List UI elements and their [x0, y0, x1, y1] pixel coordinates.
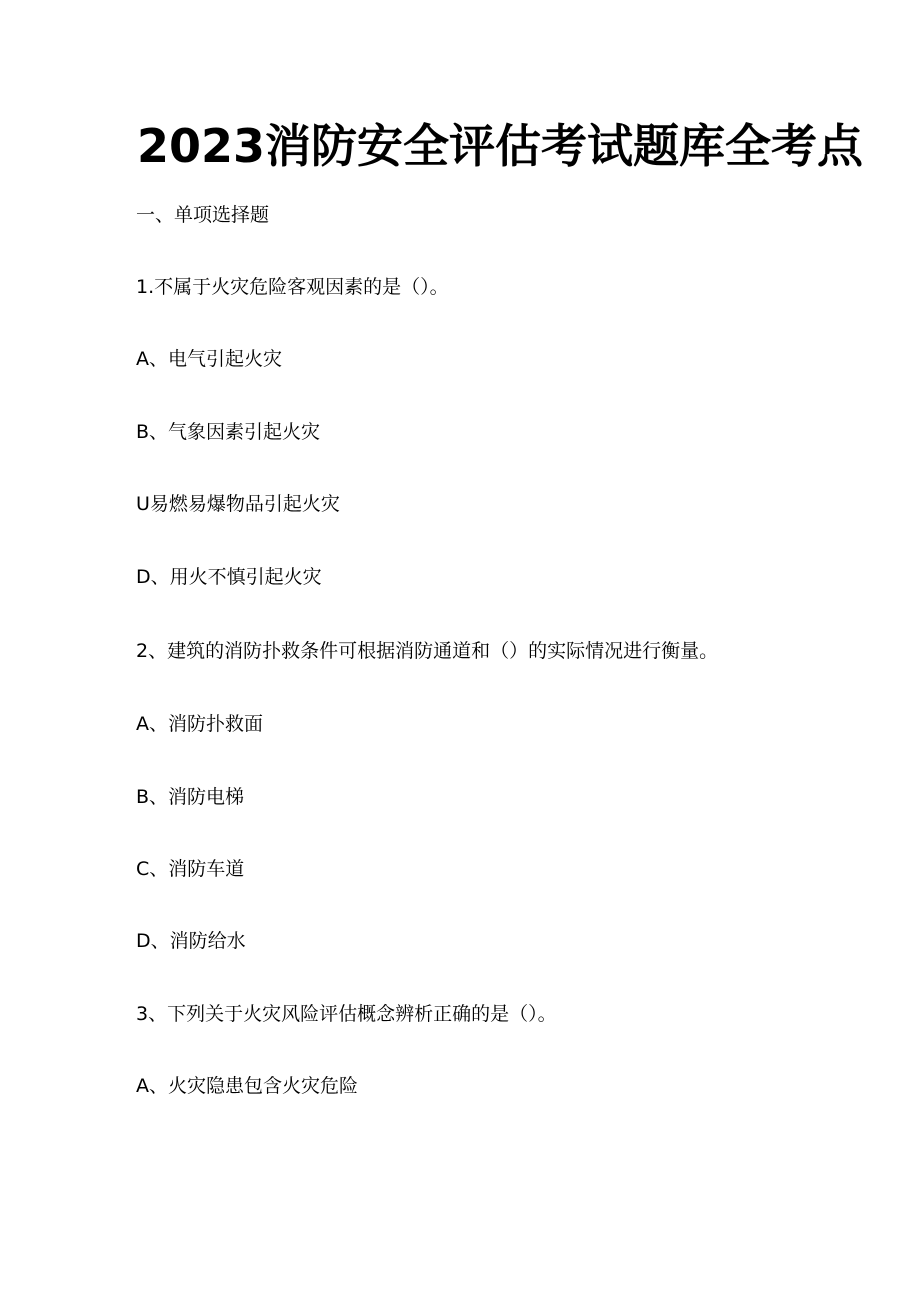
- question-3-stem: 3、下列关于火灾风险评估概念辨析正确的是（）。: [136, 1003, 557, 1025]
- question-1-option-b: B、气象因素引起火灾: [136, 421, 321, 443]
- question-2-option-b: B、消防电梯: [136, 786, 245, 808]
- question-1-option-a: A、电气引起火灾: [136, 348, 282, 370]
- question-1-option-c: U易燃易爆物品引起火灾: [136, 493, 340, 515]
- question-2-option-c: C、消防车道: [136, 858, 245, 880]
- question-2-option-d: D、消防给水: [136, 930, 246, 952]
- question-2-stem: 2、建筑的消防扑救条件可根据消防通道和（）的实际情况进行衡量。: [136, 640, 719, 662]
- question-2-option-a: A、消防扑救面: [136, 713, 263, 735]
- document-title: 2023消防安全评估考试题库全考点: [137, 119, 864, 173]
- question-1-option-d: D、用火不慎引起火灾: [136, 566, 322, 588]
- question-1-stem: 1.不属于火灾危险客观因素的是（）。: [136, 276, 449, 298]
- section-heading: 一、单项选择题: [136, 204, 270, 226]
- question-3-option-a: A、火灾隐患包含火灾危险: [136, 1075, 358, 1097]
